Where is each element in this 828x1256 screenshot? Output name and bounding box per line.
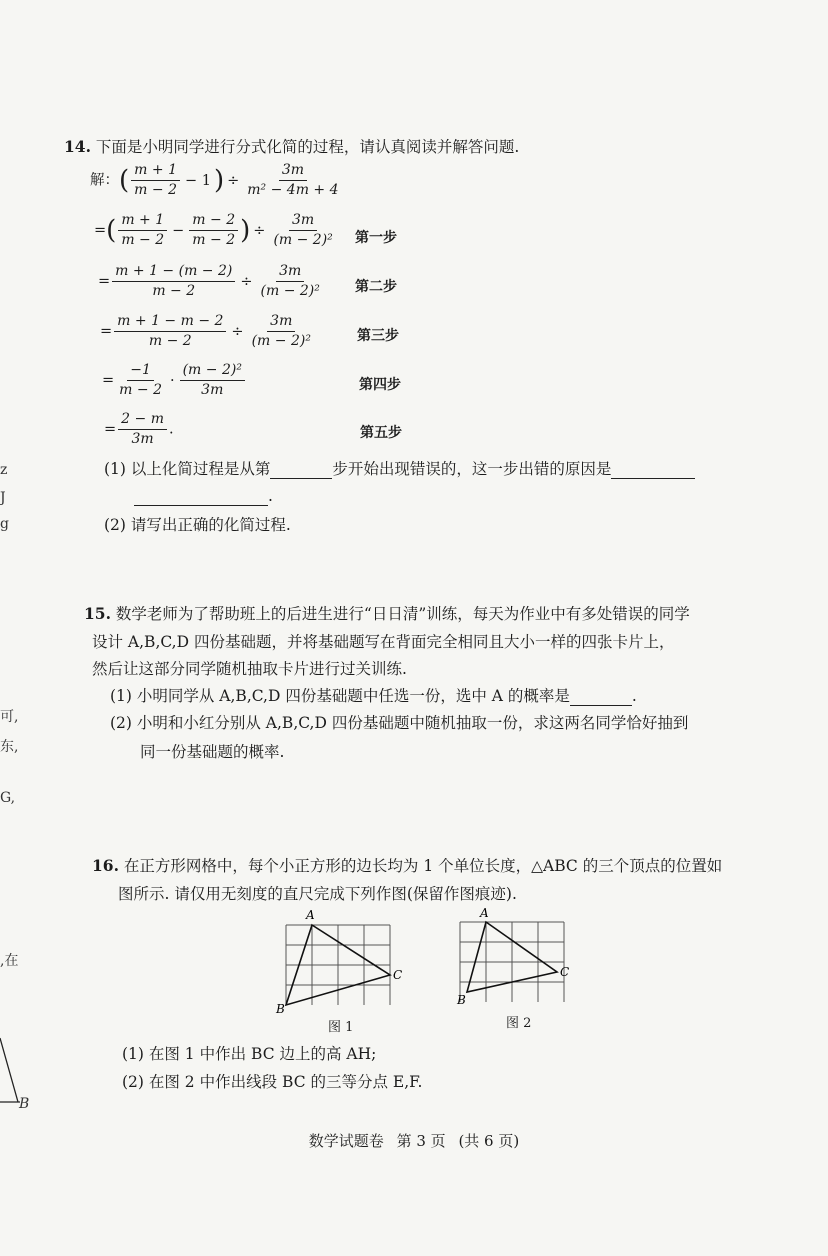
q14-line-0: 解：( $\frac{m + 1}{m - 2}$ − 1 ) ÷ $\frac{3m}{\text{m² − 4m + 4}}$: [90, 162, 344, 199]
sub1-text-b: 步开始出现错误的，这一步出错的原因是: [332, 460, 612, 478]
period: .: [168, 421, 174, 438]
q14-sub1: [104, 459, 695, 479]
frac-denominator: (m − 2)²: [273, 232, 333, 248]
frac-numerator: (m − 2)²: [180, 362, 245, 381]
equals: =: [100, 323, 113, 340]
frac-numerator: 3m: [267, 313, 295, 332]
frac-numerator: m + 1: [118, 212, 167, 231]
step-label: 第五步: [360, 425, 402, 441]
footer-title: 数学试题卷: [308, 1132, 384, 1150]
margin-fragment: ,在: [0, 953, 19, 969]
q14-prompt-text: 下面是小明同学进行分式化简的过程，请认真阅读并解答问题.: [95, 138, 520, 156]
q14-line-5: [104, 411, 174, 448]
operator: − 1: [184, 172, 211, 189]
vertex-b-label: B: [457, 993, 466, 1007]
vertex-c-label: C: [560, 965, 570, 979]
q15-number: 15.: [84, 604, 111, 623]
q15-line-1: [84, 604, 690, 624]
q16-sub2: (2) 在图 2 中作出线段 BC 的三等分点 E,F.: [122, 1073, 423, 1091]
frac-numerator: m + 1 − (m − 2): [112, 263, 235, 282]
step-label: 第四步: [359, 377, 401, 393]
operator: ÷: [227, 172, 240, 189]
page-footer: [0, 1130, 828, 1151]
figure-2-caption: 图 2: [506, 1016, 532, 1031]
q16-number: 16.: [92, 856, 119, 875]
q14-sub2: (2) 请写出正确的化简过程.: [104, 516, 291, 534]
frac-denominator: 3m: [131, 431, 154, 447]
answer-blank-step[interactable]: [270, 462, 332, 479]
step-label: 第一步: [355, 230, 397, 246]
q14-number: 14.: [64, 137, 91, 156]
q15-sub2: (2) 小明和小红分别从 A,B,C,D 四份基础题中随机抽取一份，求这两名同学恰好抽到: [110, 714, 689, 732]
operator: −: [172, 222, 185, 239]
footer-total: (共 6 页): [458, 1132, 520, 1150]
equals: =: [104, 421, 117, 438]
margin-fragment: B: [19, 1096, 30, 1112]
frac-numerator: 3m: [279, 162, 307, 181]
margin-fragment: 可,: [0, 709, 19, 725]
q15-sub1: [110, 686, 637, 706]
step-label: 第三步: [357, 328, 399, 344]
q15-text: 数学老师为了帮助班上的后进生进行“日日清”训练，每天为作业中有多处错误的同学: [115, 605, 690, 623]
margin-fragment: z: [0, 462, 8, 478]
frac-numerator: m + 1 − m − 2: [114, 313, 226, 332]
figure-2: [448, 902, 588, 1017]
frac-denominator: 3m: [201, 382, 224, 398]
figure-1-caption: 图 1: [328, 1020, 354, 1035]
q16-line-1: [92, 856, 722, 876]
frac-numerator: 3m: [276, 263, 304, 282]
margin-fragment: g: [0, 516, 9, 532]
q16-text: 在正方形网格中，每个小正方形的边长均为 1 个单位长度，△ABC 的三个顶点的位置如: [123, 857, 723, 875]
footer-page: 第 3 页: [396, 1132, 446, 1150]
frac-denominator: m − 2: [119, 382, 162, 398]
equals: =: [94, 222, 107, 239]
period: .: [631, 687, 637, 705]
frac-numerator: 2 − m: [118, 411, 167, 430]
operator: ·: [169, 372, 175, 389]
vertex-c-label: C: [393, 968, 403, 982]
margin-fragment: J: [0, 490, 6, 506]
frac-denominator: m² − 4m + 4: [247, 182, 339, 198]
sub1-text-a: (1) 以上化简过程是从第: [104, 460, 271, 478]
q16-sub1: (1) 在图 1 中作出 BC 边上的高 AH;: [122, 1045, 377, 1063]
vertex-a-label: A: [480, 906, 489, 920]
q15-line-3: 然后让这部分同学随机抽取卡片进行过关训练.: [92, 660, 407, 678]
step-label: 第二步: [355, 279, 397, 295]
q14-line-4: [102, 362, 247, 399]
frac-numerator: m + 1: [131, 162, 180, 181]
q15-line-2: 设计 A,B,C,D 四份基础题，并将基础题写在背面完全相同且大小一样的四张卡片上，: [92, 633, 675, 651]
q14-prompt: [64, 137, 519, 157]
q15-sub2-continued: 同一份基础题的概率.: [140, 743, 285, 761]
operator: ÷: [231, 323, 244, 340]
frac-numerator: 3m: [289, 212, 317, 231]
q14-sub1-continued: [134, 486, 273, 506]
operator: ÷: [240, 273, 253, 290]
frac-denominator: (m − 2)²: [260, 283, 320, 299]
frac-denominator: m − 2: [192, 232, 236, 248]
solve-label: 解：: [90, 172, 119, 189]
figure-1: [272, 905, 412, 1020]
margin-fragment: 东,: [0, 739, 19, 755]
frac-denominator: m − 2: [148, 333, 192, 349]
q16-line-2: 图所示. 请仅用无刻度的直尺完成下列作图(保留作图痕迹).: [118, 885, 517, 903]
frac-numerator: −1: [127, 362, 154, 381]
vertex-b-label: B: [276, 1002, 285, 1016]
frac-denominator: m − 2: [134, 182, 177, 198]
q14-line-3: [100, 313, 316, 350]
frac-numerator: m − 2: [189, 212, 238, 231]
operator: ÷: [253, 222, 266, 239]
vertex-a-label: A: [306, 908, 315, 922]
equals: =: [98, 273, 111, 290]
period: .: [268, 487, 273, 505]
equals: =: [102, 372, 115, 389]
q15-sub1-text: (1) 小明同学从 A,B,C,D 四份基础题中任选一份，选中 A 的概率是: [110, 687, 570, 705]
answer-blank-reason-cont[interactable]: [134, 489, 268, 506]
frac-denominator: (m − 2)²: [251, 333, 311, 349]
frac-denominator: m − 2: [121, 232, 165, 248]
q14-line-1: =( $\frac{m + 1}{m - 2}$ − $\frac{m - 2}{m - 2}$ ) ÷ $\frac{3m}{\text{(m − 2)²}}$: [94, 212, 338, 249]
answer-blank-reason[interactable]: [611, 462, 695, 479]
answer-blank-probability[interactable]: [570, 689, 632, 706]
frac-denominator: m − 2: [152, 283, 196, 299]
margin-fragment: G,: [0, 790, 16, 806]
q14-line-2: [98, 263, 325, 300]
